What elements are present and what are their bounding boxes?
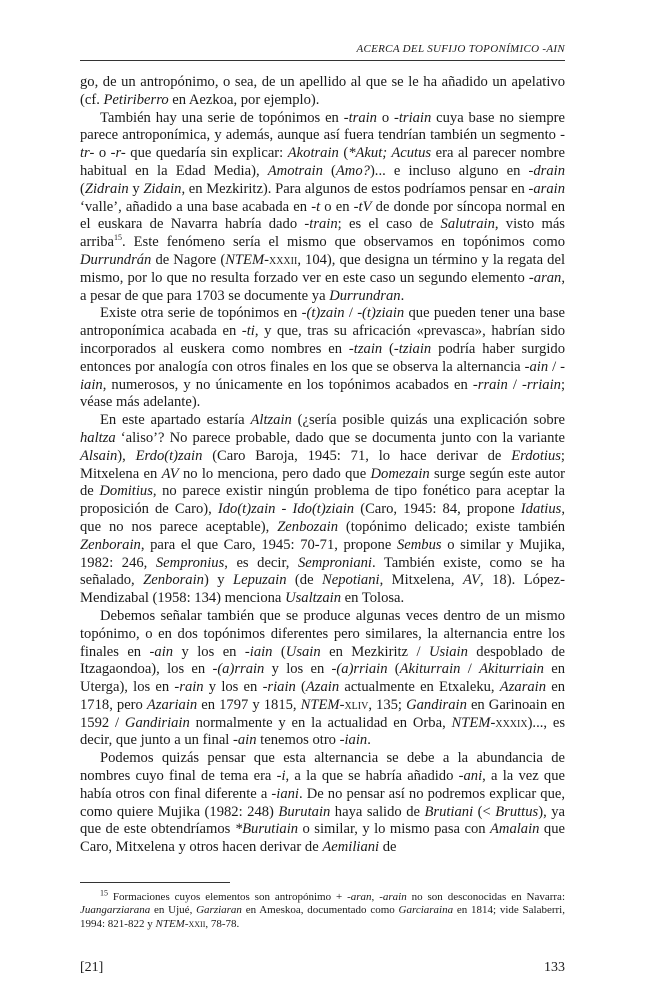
paragraph: Existe otra serie de topónimos en -(t)zain / -(t)ziain que pueden tener una base antroponímica acabada en -ti, y que, tras su africación «prevasca», habrían sido incorporados al euskera como nombres en -tzain (-tziain podría haber surgido entonces por analogía con otros finales en los que se observa la alternancia -ain / -iain, numerosos, y no únicamente en los topónimos acabados en -rrain / -rriain; véase más adelante). [80,305,566,411]
paragraph: Podemos quizás pensar que esta alternancia se debe a la abundancia de nombres cuyo final de tema era -i, a la que se habría añadido -ani, a la vez que había otros con final diferente a -iani. De no pensar así no podremos explicar que, como quiere Mujika (1982: 248) Burutain haya salido de Brutiani (< Bruttus), ya que de este obtendríamos *Burutiain o similar, y lo mismo pasa con Amalain que Caro, Mitxelena y otros hacen derivar de Aemiliani de [80,750,566,856]
running-head: ACERCA DEL SUFIJO TOPONÍMICO -AIN [356,43,565,55]
paragraph: También hay una serie de topónimos en -train o -triain cuya base no siempre parece antroponímica, y además, aunque así fuera tendrían también un segmento -tr- o -r- que quedaría sin explicar: Akotrain (*Akut; Acutus era al parecer nombre habitual en la Edad Media), Amotrain (Amo?)... e incluso alguno en -drain (Zidrain y Zidain, en Mezkiritz). Para algunos de estos podríamos pensar en -arain ‘valle’, añadido a una base acabada en -t o en -tV de donde por síncopa normal en el euskara de Navarra habría dado -train; es el caso de Salutrain, visto más arriba$^{15}$. Este fenómeno sería el mismo que observamos en topónimos como Durrundrán de Nagore (NTEM-xxxii, 104), que designa un término y la regata del mismo, por lo que no resulta forzado ver en este caso un segundo elemento -aran, a pesar de que para 1703 se documente ya Durrundran. [80,109,566,304]
body-text [80,74,565,857]
header-rule [80,60,565,61]
paragraph: go, de un antropónimo, o sea, de un apellido al que se le ha añadido un apelativo (cf. Petiriberro en Aezkoa, por ejemplo). [80,74,565,108]
footnote-rule [80,882,230,883]
footnote-text: $^{15}$ Formaciones cuyos elementos son antropónimo + -aran, -arain no son desconocidas en Navarra: Juangarziarana en Ujué, Garziaran en Ameskoa, documentado como Garciaraina en 1814; vide Salaberri, 1994: 821-822 y NTEM-xxii, 78-78. [80,888,565,930]
folio-left: [21] [80,960,104,975]
paragraph: En este apartado estaría Altzain (¿sería posible quizás una explicación sobre haltza ‘aliso’? No parece probable, dado que se documenta junto con la variante Alsain), Erdo(t)zain (Caro Baroja, 1945: 71, lo hace derivar de Erdotius; Mitxelena en AV no lo menciona, pero dado que Domezain surge según este autor de Domitius, no parece existir ningún problema de tipo fonético para aceptar la proposición de Caro), Ido(t)zain - Ido(t)ziain (Caro, 1945: 84, propone Idatius, que no nos parece aceptable), Zenbozain (topónimo delicado; existe también Zenborain, para el que Caro, 1945: 70-71, propone Sembus o similar y Mujika, 1982: 246, Sempronius, es decir, Semproniani. También existe, como se ha señalado, Zenborain) y Lepuzain (de Nepotiani, Mitxelena, AV, 18). López-Mendizabal (1958: 134) menciona Usaltzain en Tolosa. [80,412,565,607]
footnote [80,888,565,931]
paragraph: Debemos señalar también que se produce algunas veces dentro de un mismo topónimo, o en dos topónimos diferentes pero similares, la alternancia entre los finales en -ain y los en -iain (Usain en Mezkiritz / Usiain despoblado de Itzagaondoa), los en -(a)rrain y los en -(a)rriain (Akiturrain / Akiturriain en Uterga), los en -rain y los en -riain (Azain actualmente en Etxaleku, Azarain en 1718, pero Azariain en 1797 y 1815, NTEM-xliv, 135; Gandirain en Garinoain en 1592 / Gandiriain normalmente y en la actualidad en Orba, NTEM-xxxix)..., es decir, que junto a un final -ain tenemos otro -iain. [80,607,566,749]
page-number: 133 [544,960,565,975]
